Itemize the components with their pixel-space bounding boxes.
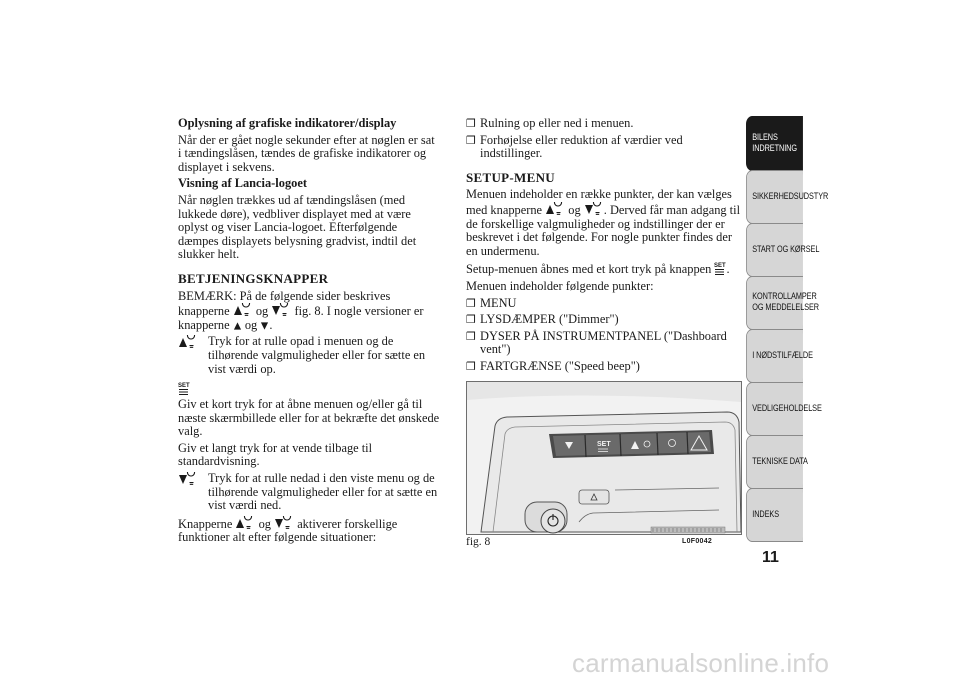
set-menu-icon (714, 261, 726, 275)
paragraph-short-press: Giv et kort tryk for at åbne menuen og/eller gå til næste skærmbillede eller for at bekræfte det ønskede valg. (178, 397, 440, 439)
item-up-text: Tryk for at rulle opad i menuen og de tilhørende valgmuligheder eller for sætte en vist værdi op. (208, 334, 426, 376)
list-item: ❒ Rulning op eller ned i menuen. (466, 116, 634, 130)
bullet-box-icon: ❒ (466, 359, 476, 373)
tab-kontrollamper[interactable]: KONTROLLAMPER OG MEDDELELSER (746, 276, 803, 330)
paragraph-menu-contents: Menuen indeholder følgende punkter: (466, 278, 654, 293)
bullet-box-icon: ❒ (466, 133, 476, 147)
list-item: ❒ Forhøjelse eller reduktion af værdier ved indstillinger. (466, 132, 683, 161)
watermark: carmanualsonline.info (572, 648, 830, 678)
paragraph-display-info: Når der er gået nogle sekunder efter at nøglen er sat i tændingslåsen, tændes de grafiske indikatorer og displayet i sekvens. (178, 132, 435, 174)
left-column (178, 117, 440, 548)
dashboard-illustration (466, 381, 742, 535)
down-bulb-icon (178, 472, 198, 486)
up-bulb-icon (235, 516, 255, 530)
up-bulb-icon (545, 202, 565, 216)
tab-vedligeholdelse[interactable]: VEDLIGEHOLDELSE (746, 382, 803, 436)
paragraph-lancia-logo: Når nøglen trækkes ud af tændingslåsen (med lukkede døre), vedbliver displayet med at være oplyst og viser Lancia-logoet. Efterfølgende dæmpes displayets belysning gradvist, indtil det slukker helt. (178, 192, 417, 262)
bullet-box-icon: ❒ (466, 313, 476, 327)
up-triangle-icon (233, 321, 242, 331)
list-item: ❒ FARTGRÆNSE ("Speed beep") (466, 358, 640, 373)
item-down-text: Tryk for at rulle nedad i den viste menu og de tilhørende valgmuligheder eller for at sætte en vist værdi ned. (208, 471, 438, 513)
list-item: ❒ DYSER PÅ INSTRUMENTPANEL ("Dashboard vent") (466, 328, 727, 357)
paragraph-buttons-functions: Knapperne og aktiverer forskellige funktioner alt efter følgende situationer: (178, 516, 440, 545)
tab-indeks[interactable]: INDEKS (746, 488, 803, 542)
item-down-button (178, 472, 440, 513)
set-button-label: SET (597, 441, 611, 448)
up-bulb-icon (178, 335, 198, 349)
tab-bilens-indretning[interactable]: BILENS INDRETNING (746, 116, 803, 171)
down-bulb-icon (584, 202, 604, 216)
heading-control-buttons: BETJENINGSKNAPPER (178, 270, 329, 286)
list-item: ❒ MENU (466, 295, 517, 310)
bullet-box-icon: ❒ (466, 117, 476, 130)
heading-setup-menu: SETUP-MENU (466, 169, 555, 185)
bullet-box-icon: ❒ (466, 296, 476, 310)
paragraph-note-buttons: BEMÆRK: På de følgende sider beskrives knapperne og fig. 8. I nogle versioner er knapperne og . (178, 288, 424, 332)
tab-sikkerhedsudstyr[interactable]: SIKKERHEDSUDSTYR (746, 170, 803, 224)
bullet-box-icon: ❒ (466, 329, 476, 343)
set-menu-icon (178, 380, 190, 396)
tab-i-nodstilfaelde[interactable]: I NØDSTILFÆLDE (746, 329, 803, 383)
paragraph-setup-open: Setup-menuen åbnes med et kort tryk på knappen . (466, 262, 730, 277)
item-up-button (178, 335, 440, 376)
dashboard-drawing (467, 382, 741, 534)
paragraph-setup-menu: Menuen indeholder en række punkter, der kan vælges med knapperne og . Derved får man adgang til de forskellige valgmuligheder og indstillinger der er beskrevet i det følgende. For nogle punkter findes der en undermenu. (466, 187, 741, 258)
page-number: 11 (762, 549, 779, 566)
figure-code: L0F0042 (682, 538, 713, 545)
down-bulb-icon (271, 303, 291, 317)
figure-8 (466, 381, 742, 548)
heading-lancia-logo: Visning af Lancia-logoet (178, 176, 307, 191)
tab-tekniske-data[interactable]: TEKNISKE DATA (746, 435, 803, 489)
tab-start-og-korsel[interactable]: START OG KØRSEL (746, 223, 803, 277)
figure-caption: fig. 8 (466, 536, 491, 548)
heading-display-info: Oplysning af grafiske indikatorer/display (178, 116, 397, 130)
paragraph-long-press: Giv et langt tryk for at vende tilbage til standardvisning. (178, 440, 373, 469)
up-bulb-icon (233, 303, 253, 317)
right-column (466, 117, 742, 377)
down-bulb-icon (274, 516, 294, 530)
down-triangle-icon (260, 321, 269, 331)
list-item: ❒ LYSDÆMPER ("Dimmer") (466, 312, 619, 327)
